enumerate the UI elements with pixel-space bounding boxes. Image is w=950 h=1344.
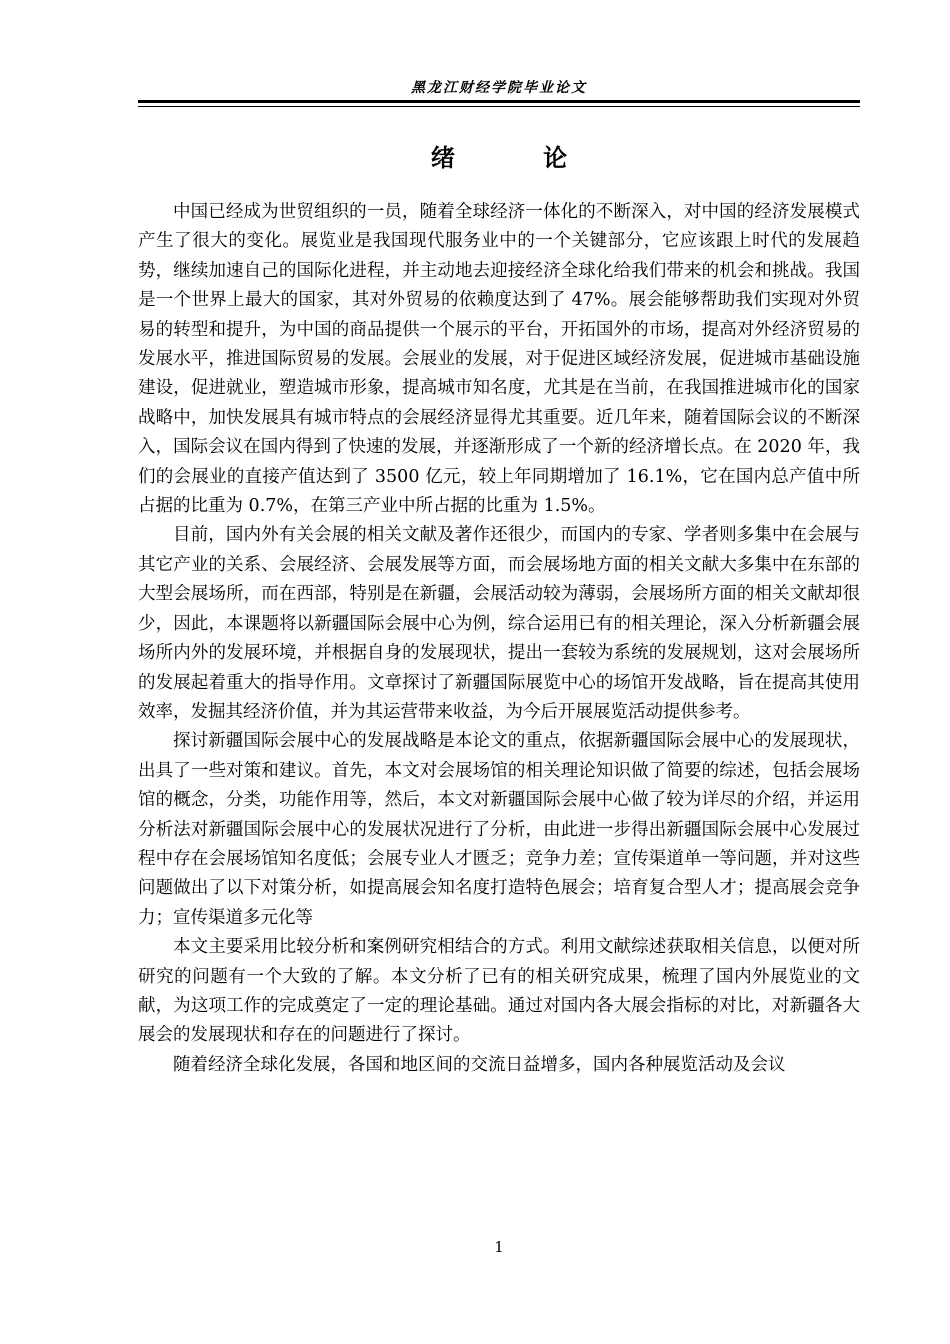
paragraph-2: 目前，国内外有关会展的相关文献及著作还很少，而国内的专家、学者则多集中在会展与其它产业的关系、会展经济、会展发展等方面，而会展场地方面的相关文献大多集中在东部的大型会展场所，而在西部，特别是在新疆，会展活动较为薄弱，会展场所方面的相关文献却很少，因此，本课题将以新疆国际会展中心为例，综合运用已有的相关理论，深入分析新疆会展场所内外的发展环境，并根据自身的发展现状，提出一套较为系统的发展规划，这对会展场所的发展起着重大的指导作用。文章探讨了新疆国际展览中心的场馆开发战略，旨在提高其使用效率，发掘其经济价值，并为其运营带来收益，为今后开展展览活动提供参考。 bbox=[138, 525, 860, 722]
header-rule-thick bbox=[138, 100, 860, 103]
paragraph-5: 随着经济全球化发展，各国和地区间的交流日益增多，国内各种展览活动及会议 bbox=[173, 1054, 786, 1075]
paragraph-1: 中国已经成为世贸组织的一员，随着全球经济一体化的不断深入，对中国的经济发展模式产生了很大的变化。展览业是我国现代服务业中的一个关键部分，它应该跟上时代的发展趋势，继续加速自己的国际化进程，并主动地去迎接经济全球化给我们带来的机会和挑战。我国是一个世界上最大的国家，其对外贸易的依赖度达到了 47%。展会能够帮助我们实现对外贸易的转型和提升，为中国的商品提供一个展示的平台，开拓国外的市场，提高对外经济贸易的发展水平，推进国际贸易的发展。会展业的发展，对于促进区域经济发展，促进城市基础设施建设，促进就业，塑造城市形象，提高城市知名度，尤其是在当前，在我国推进城市化的国家战略中，加快发展具有城市特点的会展经济显得尤其重要。近几年来，随着国际会议的不断深入，国际会议在国内得到了快速的发展，并逐渐形成了一个新的经济增长点。在 2020 年，我们的会展业的直接产值达到了 3500 亿元，较上年同期增加了 16.1%，它在国内总产值中所占据的比重为 0.7%，在第三产业中所占据的比重为 1.5%。 bbox=[138, 202, 860, 517]
body-text bbox=[138, 198, 860, 1080]
paragraph-4: 本文主要采用比较分析和案例研究相结合的方式。利用文献综述获取相关信息，以便对所研究的问题有一个大致的了解。本文分析了已有的相关研究成果，梳理了国内外展览业的文献，为这项工作的完成奠定了一定的理论基础。通过对国内各大展会指标的对比，对新疆各大展会的发展现状和存在的问题进行了探讨。 bbox=[138, 937, 860, 1046]
section-title: 绪 论 bbox=[430, 144, 608, 172]
header-rule-thin bbox=[138, 106, 860, 107]
running-header: 黑龙江财经学院毕业论文 bbox=[411, 80, 587, 96]
page-number: 1 bbox=[494, 1238, 504, 1256]
paragraph-3: 探讨新疆国际会展中心的发展战略是本论文的重点，依据新疆国际会展中心的发展现状，出具了一些对策和建议。首先，本文对会展场馆的相关理论知识做了简要的综述，包括会展场馆的概念，分类，功能作用等，然后，本文对新疆国际会展中心做了较为详尽的介绍，并运用分析法对新疆国际会展中心的发展状况进行了分析，由此进一步得出新疆国际会展中心发展过程中存在会展场馆知名度低；会展专业人才匮乏；竞争力差；宣传渠道单一等问题，并对这些问题做出了以下对策分析，如提高展会知名度打造特色展会；培育复合型人才；提高展会竞争力；宣传渠道多元化等 bbox=[138, 731, 860, 928]
